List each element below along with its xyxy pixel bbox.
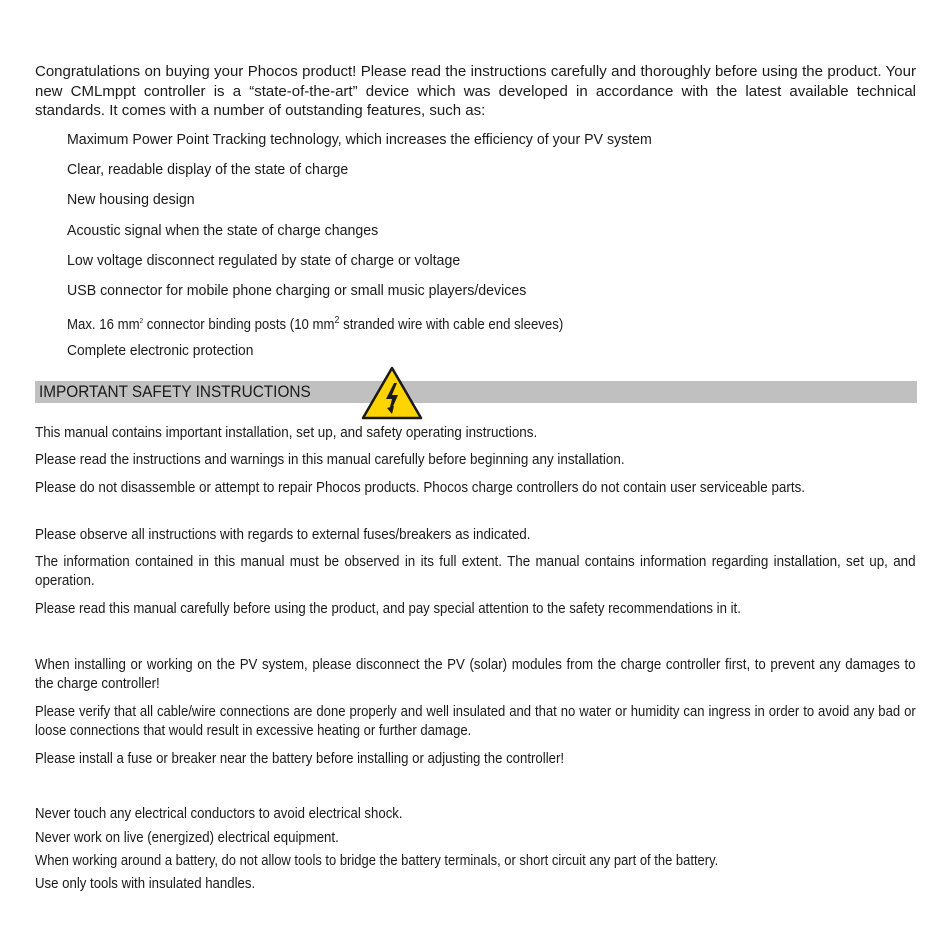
feature-text-part: connector binding posts (10 mm [143,316,335,333]
electrical-paragraph [35,874,915,893]
electrical-text: Use only tools with insulated handles. [35,875,256,892]
safety-paragraph [35,423,915,442]
electrical-text: Never touch any electrical conductors to avoid electrical shock. [35,805,403,822]
feature-text: New housing design [67,191,195,208]
electrical-paragraph [35,851,915,870]
feature-text: USB connector for mobile phone charging or small music players/devices [67,282,527,299]
intro-paragraph: Congratulations on buying your Phocos product! Please read the instructions carefully and thoroughly before using the product. Your new CMLmppt controller is a “state-of-the-art” device which was developed in accordance with the latest available technical standards. It comes with a number of outstanding features, such as: [35,63,916,119]
safety-paragraph [35,525,915,544]
installation-paragraph [35,749,915,768]
safety-heading: IMPORTANT SAFETY INSTRUCTIONS [39,383,311,401]
feature-text: Acoustic signal when the state of charge changes [67,222,379,239]
feature-text [67,311,563,335]
safety-text: Please read this manual carefully before using the product, and pay special attention to the safety recommendations in it. [35,600,741,617]
feature-item [67,221,396,241]
electrical-text: When working around a battery, do not allow tools to bridge the battery terminals, or short circuit any part of the battery. [35,852,719,869]
feature-item [67,251,483,271]
feature-item [67,311,631,335]
safety-paragraph [35,599,915,618]
installation-text: Please install a fuse or breaker near the battery before installing or adjusting the controller! [35,750,565,767]
safety-paragraph [35,450,915,469]
feature-text: Low voltage disconnect regulated by state of charge or voltage [67,252,461,269]
feature-text: Clear, readable display of the state of charge [67,161,349,178]
electrical-paragraph [35,828,915,847]
superscript: 2 [139,318,144,325]
superscript: 2 [334,315,340,326]
feature-item [67,341,270,361]
feature-item [67,190,202,210]
feature-item [67,160,365,180]
safety-paragraph: Please do not disassemble or attempt to repair Phocos products. Phocos charge controllers do not contain user serviceable parts. [35,479,806,496]
feature-item [67,281,553,301]
feature-text-part: stranded wire with cable end sleeves) [339,316,564,333]
safety-text: This manual contains important installation, set up, and safety operating instructions. [35,424,538,441]
feature-text-part: Max. 16 mm [67,316,140,333]
electrical-text: Never work on live (energized) electrical equipment. [35,829,339,846]
safety-section-header [35,381,917,403]
feature-text: Complete electronic protection [67,342,254,359]
electrical-paragraph [35,804,915,823]
installation-paragraph: Please verify that all cable/wire connections are done properly and well insulated and that no water or humidity can ingress in order to avoid any bad or loose connections that would result in excessive heating or further damage. [35,703,916,739]
installation-paragraph: When installing or working on the PV system, please disconnect the PV (solar) modules from the charge controller first, to prevent any damages to the charge controller! [35,656,916,692]
safety-text: Please observe all instructions with regards to external fuses/breakers as indicated. [35,526,531,543]
feature-text: Maximum Power Point Tracking technology, which increases the efficiency of your PV system [67,131,652,148]
high-voltage-warning-icon [361,366,423,420]
safety-text: Please read the instructions and warnings in this manual carefully before beginning any installation. [35,451,625,468]
feature-item [67,130,686,150]
safety-paragraph: The information contained in this manual must be observed in its full extent. The manual contains information regarding installation, set up, and operation. [35,553,916,589]
